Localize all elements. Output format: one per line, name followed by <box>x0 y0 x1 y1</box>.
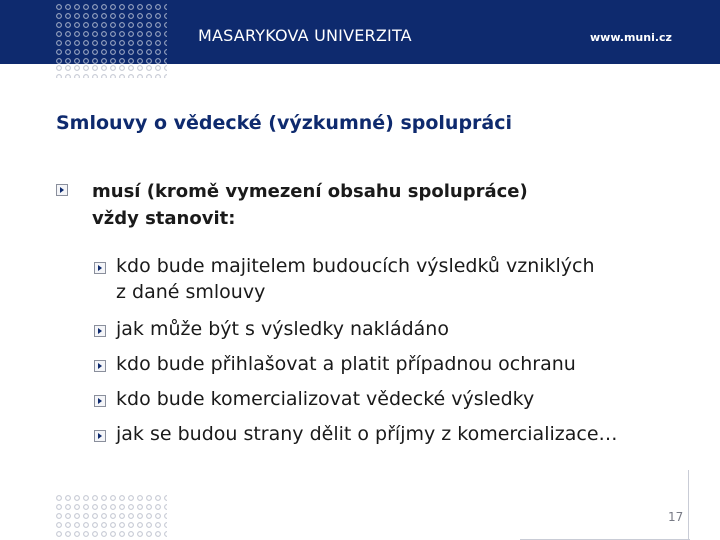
bullet-arrow-icon <box>94 325 106 337</box>
main-bullet-line2: vždy stanovit: <box>92 208 236 229</box>
university-name: MASARYKOVA UNIVERZITA <box>198 26 412 45</box>
sub-item-2: jak může být s výsledky nakládáno <box>116 318 449 340</box>
sub-item-5: jak se budou strany dělit o příjmy z komercializace… <box>116 423 618 445</box>
sub-item-3: kdo bude přihlašovat a platit případnou ochranu <box>116 353 576 375</box>
page-number: 17 <box>668 510 684 524</box>
bullet-arrow-icon <box>56 184 68 196</box>
bullet-arrow-icon <box>94 262 106 274</box>
main-bullet <box>92 178 652 232</box>
bullet-arrow-icon <box>94 360 106 372</box>
bullet-arrow-icon <box>94 430 106 442</box>
sub-item-4: kdo bude komercializovat vědecké výsledky <box>116 388 535 410</box>
footer-dot-pattern <box>55 494 167 540</box>
sub-item-text: z dané smlouvy <box>116 281 266 303</box>
slide-title: Smlouvy o vědecké (výzkumné) spolupráci <box>56 112 513 134</box>
university-url[interactable]: www.muni.cz <box>590 31 672 44</box>
logo-dot-pattern-lower <box>55 64 167 78</box>
bullet-arrow-icon <box>94 395 106 407</box>
sub-item-text: kdo bude majitelem budoucích výsledků vzniklých <box>116 255 595 277</box>
footer-divider-vertical <box>688 470 689 540</box>
sub-item-1 <box>116 251 696 307</box>
main-bullet-line1: musí (kromě vymezení obsahu spolupráce) <box>92 181 528 202</box>
